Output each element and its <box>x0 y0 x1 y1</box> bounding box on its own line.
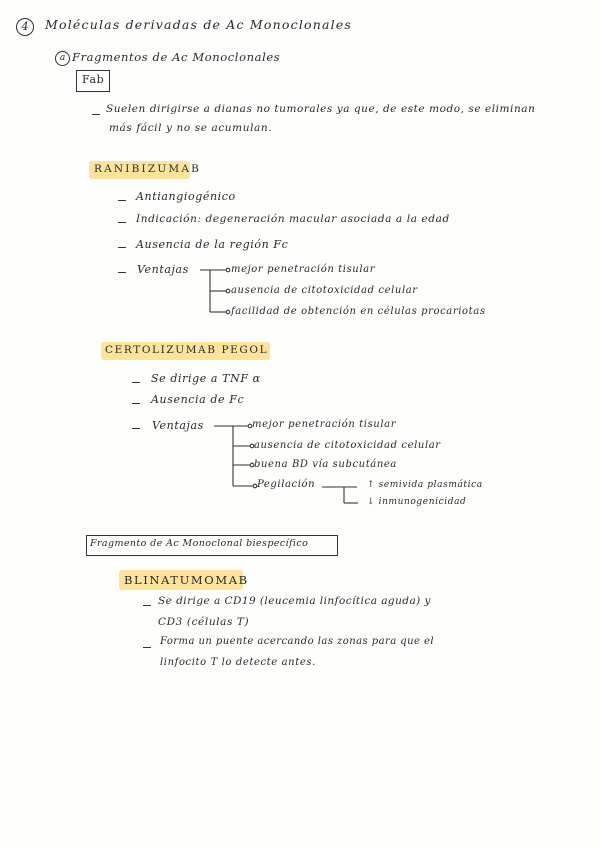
certolizumab-name: CERTOLIZUMAB PEGOL <box>105 344 269 356</box>
blinatumomab-point-line1: Se dirige a CD19 (leucemia linfocítica aguda) y <box>158 595 431 607</box>
ranibizumab-ventaja: ausencia de citotoxicidad celular <box>231 285 418 296</box>
certolizumab-ventaja: buena BD vía subcutánea <box>254 459 397 470</box>
subsection-title: Fragmentos de Ac Monoclonales <box>72 50 281 64</box>
certolizumab-ventaja: Pegilación <box>257 479 316 490</box>
pegilacion-effect: ↓ inmunogenicidad <box>367 497 467 507</box>
certolizumab-ventaja: mejor penetración tisular <box>252 419 397 430</box>
ranibizumab-point: Ausencia de la región Fc <box>136 238 289 251</box>
section-number: 4 <box>21 20 29 33</box>
certolizumab-ventajas-label: Ventajas <box>152 419 204 432</box>
fab-label: Fab <box>82 73 105 86</box>
fab-note-line2: más fácil y no se acumulan. <box>109 122 273 134</box>
biespecifico-label: Fragmento de Ac Monoclonal biespecífico <box>90 538 309 549</box>
fab-note-line1: Suelen dirigirse a dianas no tumorales ya que, de este modo, se eliminan <box>106 103 536 115</box>
blinatumomab-name: BLINATUMOMAB <box>124 573 249 587</box>
ranibizumab-ventajas-label: Ventajas <box>137 263 189 276</box>
blinatumomab-point-line1: Forma un puente acercando las zonas para que el <box>160 636 435 647</box>
certolizumab-point: Se dirige a TNF α <box>151 372 261 385</box>
subsection-letter: a <box>59 53 66 63</box>
blinatumomab-point-line2: linfocito T lo detecte antes. <box>160 657 316 668</box>
ranibizumab-name: RANIBIZUMAB <box>94 163 202 175</box>
blinatumomab-point-line2: CD3 (células T) <box>158 616 250 628</box>
ranibizumab-point: Antiangiogénico <box>136 190 236 203</box>
certolizumab-point: Ausencia de Fc <box>151 393 245 406</box>
ranibizumab-ventaja: facilidad de obtención en células procariotas <box>231 306 486 317</box>
certolizumab-ventaja: ausencia de citotoxicidad celular <box>254 440 441 451</box>
ranibizumab-ventaja: mejor penetración tisular <box>231 264 376 275</box>
section-title: Moléculas derivadas de Ac Monoclonales <box>45 17 353 32</box>
ranibizumab-point: Indicación: degeneración macular asociada a la edad <box>136 213 450 225</box>
pegilacion-effect: ↑ semivida plasmática <box>367 480 483 490</box>
